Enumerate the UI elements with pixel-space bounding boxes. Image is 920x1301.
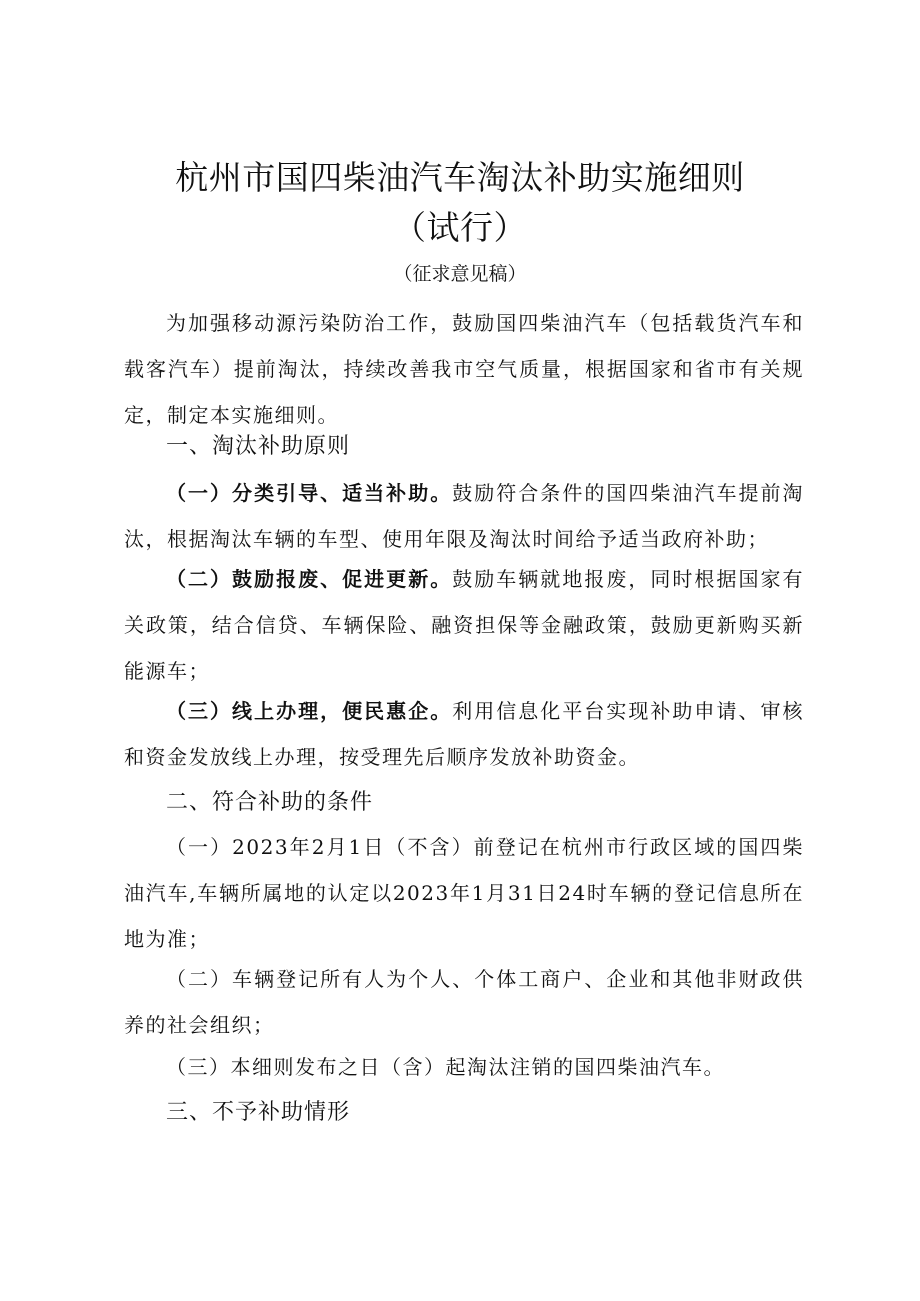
principle-item-1-text: 鼓励符合条件的国四柴油汽车提前淘汰，根据淘汰车辆的车型、使用年限及淘汰时间给予适当政府补助； xyxy=(124,481,805,551)
intro-paragraph: 为加强移动源污染防治工作，鼓励国四柴油汽车（包括载货汽车和载客汽车）提前淘汰，持续改善我市空气质量，根据国家和省市有关规定，制定本实施细则。 xyxy=(124,311,804,427)
principle-item-1-lead: （一）分类引导、适当补助。 xyxy=(166,481,453,505)
document-title-suffix: （试行） xyxy=(393,208,527,247)
document-title: 杭州市国四柴油汽车淘汰补助实施细则 xyxy=(175,158,745,197)
principle-item-2-lead: （二）鼓励报废、促进更新。 xyxy=(166,567,453,591)
draft-status-note: （征求意见稿） xyxy=(393,263,527,285)
condition-item-2: （二）车辆登记所有人为个人、个体工商户、企业和其他非财政供养的社会组织； xyxy=(124,967,804,1037)
principle-item-3-text: 利用信息化平台实现补助申请、审核和资金发放线上办理，按受理先后顺序发放补助资金。 xyxy=(124,699,805,769)
condition-item-1: （一）2023年2月1日（不含）前登记在杭州市行政区域的国四柴油汽车,车辆所属地的认定以2023年1月31日24时车辆的登记信息所在地为准； xyxy=(124,835,804,951)
principle-item-2 xyxy=(124,556,804,694)
condition-item-3: （三）本细则发布之日（含）起淘汰注销的国四柴油汽车。 xyxy=(166,1055,725,1079)
principle-item-3 xyxy=(124,688,804,780)
principle-item-2-text: 鼓励车辆就地报废，同时根据国家有关政策，结合信贷、车辆保险、融资担保等金融政策，鼓励更新购买新能源车； xyxy=(124,567,805,683)
principle-item-3-lead: （三）线上办理，便民惠企。 xyxy=(166,699,453,723)
section-heading-3: 三、不予补助情形 xyxy=(166,1100,351,1125)
section-heading-2: 二、符合补助的条件 xyxy=(166,790,374,815)
section-heading-1: 一、淘汰补助原则 xyxy=(166,434,351,459)
principle-item-1 xyxy=(124,470,804,562)
